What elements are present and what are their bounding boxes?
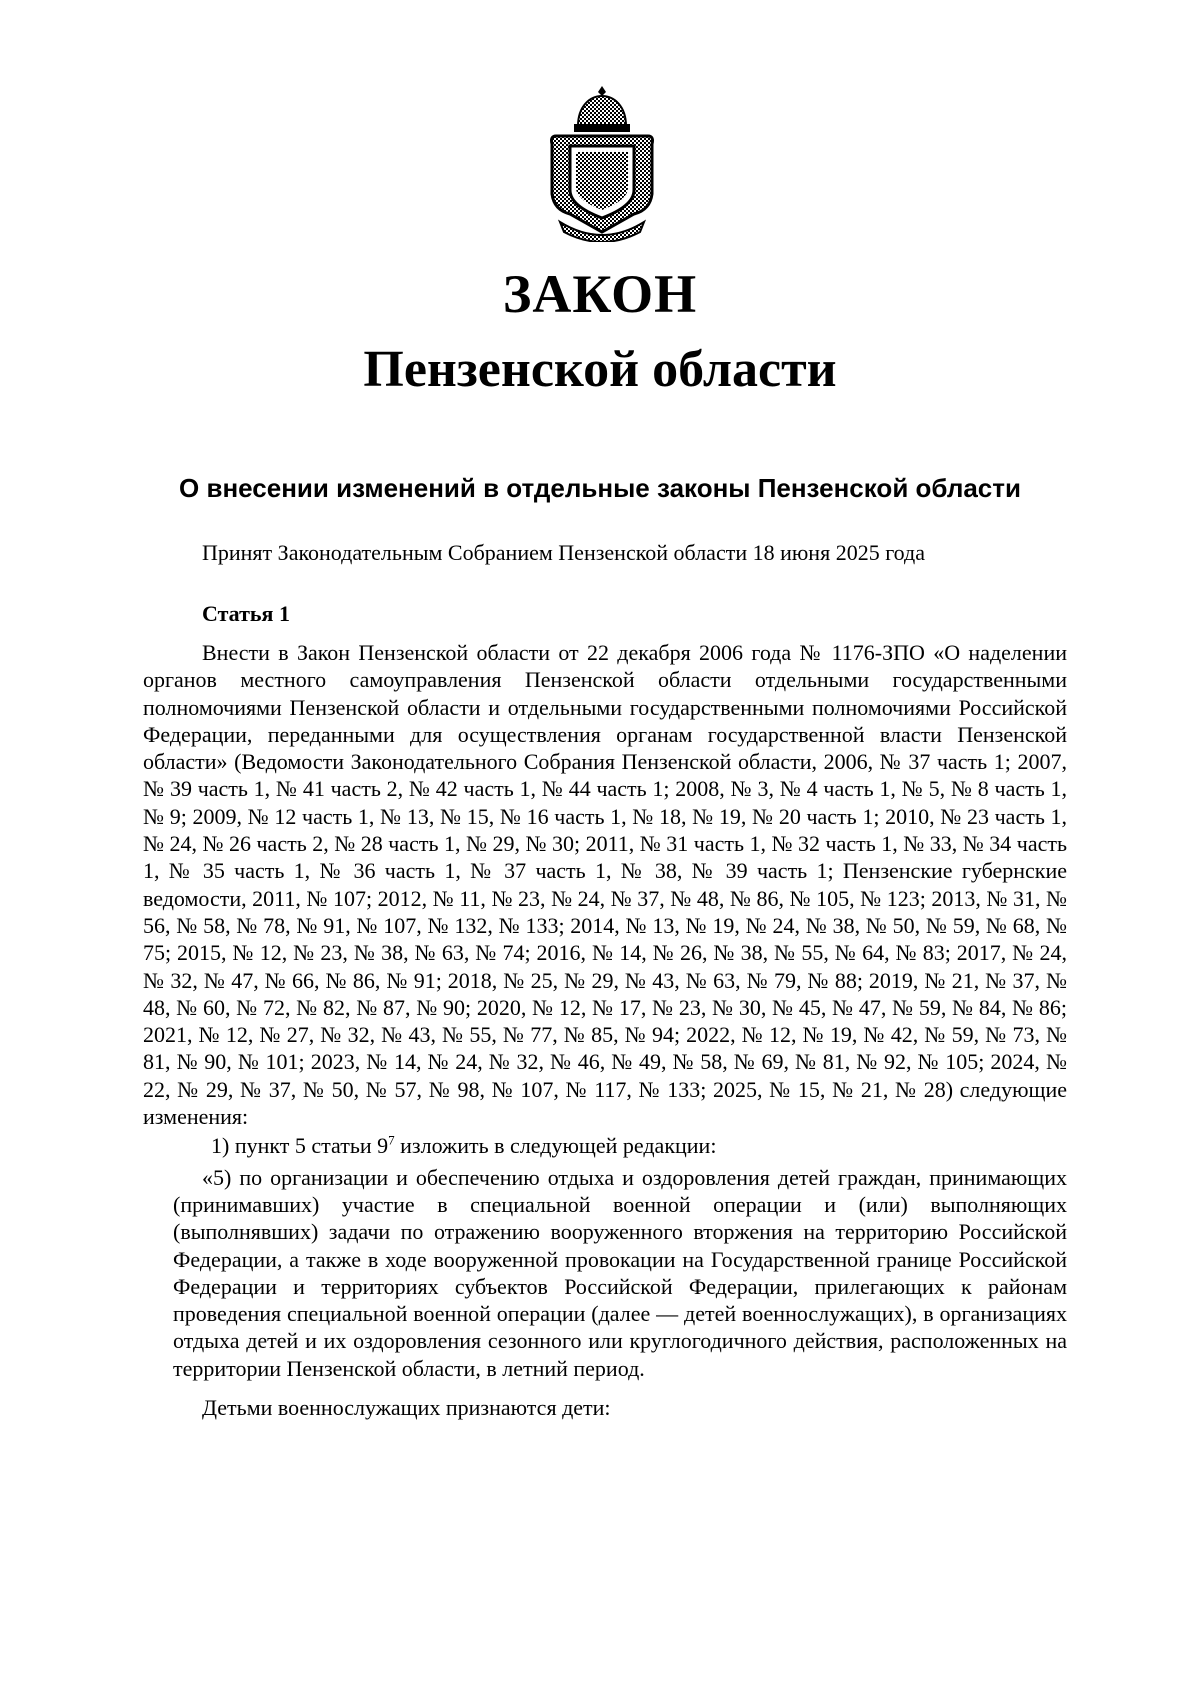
closing-paragraph: Детьми военнослужащих признаются дети: [202,1395,611,1421]
title-law: ЗАКОН [502,264,698,324]
intro-paragraph: Внести в Закон Пензенской области от 22 декабря 2006 года № 1176-ЗПО «О наделении органов местного самоуправления Пензенской области отдельными государственными полномочиями Пензенской области и отдельными государственными полномочиями Российской Федерации, переданными для осуществления органам государственной власти Пензенской области» (Ведомости Законодательного Собрания Пензенской области, 2006, № 37 часть 1; 2007, № 39 часть 1, № 41 часть 2, № 42 часть 1, № 44 часть 1; 2008, № 3, № 4 часть 1, № 5, № 8 часть 1, № 9; 2009, № 12 часть 1, № 13, № 15, № 16 часть 1, № 18, № 19, № 20 часть 1; 2010, № 23 часть 1, № 24, № 26 часть 2, № 28 часть 1, № 29, № 30; 2011, № 31 часть 1, № 32 часть 1, № 33, № 34 часть 1, № 35 часть 1, № 36 часть 1, № 37 часть 1, № 38, № 39 часть 1; Пензенские губернские ведомости, 2011, № 107; 2012, № 11, № 23, № 24, № 37, № 48, № 86, № 105, № 123; 2013, № 31, № 56, № 58, № 78, № 91, № 107, № 132, № 133; 2014, № 13, № 19, № 24, № 38, № 50, № 59, № 68, № 75; 2015, № 12, № 23, № 38, № 63, № 74; 2016, № 14, № 26, № 38, № 55, № 64, № 83; 2017, № 24, № 32, № 47, № 66, № 86, № 91; 2018, № 25, № 29, № 43, № 63, № 79, № 88; 2019, № 21, № 37, № 48, № 60, № 72, № 82, № 87, № 90; 2020, № 12, № 17, № 23, № 30, № 45, № 47, № 59, № 84, № 86; 2021, № 12, № 27, № 32, № 43, № 55, № 77, № 85, № 94; 2022, № 12, № 19, № 42, № 59, № 73, № 81, № 90, № 101; 2023, № 14, № 24, № 32, № 46, № 49, № 58, № 69, № 81, № 92, № 105; 2024, № 22, № 29, № 37, № 50, № 57, № 98, № 107, № 117, № 133; 2025, № 15, № 21, № 28) следующие изменения: [143,640,1067,1130]
item-text-before: 1) пункт 5 статьи 9 [211,1133,389,1159]
title-region: Пензенской области [363,341,837,398]
item-text-after: изложить в следующей редакции: [394,1133,717,1159]
law-subject: О внесении изменений в отдельные законы Пензенской области [179,473,1021,503]
coat-of-arms-icon [540,82,664,242]
document-body [143,639,1067,1421]
item-superscript: 7 [388,1133,395,1149]
quoted-paragraph: «5) по организации и обеспечению отдыха и оздоровления детей граждан, принимающих (принимавших) участие в специальной военной операции и (или) выполняющих (выполнявших) задачи по отражению вооруженного вторжения на территорию Российской Федерации, а также в ходе вооруженной провокации на Государственной границе Российской Федерации и территориях субъектов Российской Федерации, прилегающих к районам проведения специальной военной операции (далее — детей военнослужащих), в организациях отдыха детей и их оздоровления сезонного или круглогодичного действия, расположенных на территории Пензенской области, в летний период. [173,1164,1067,1381]
adoption-note: Принят Законодательным Собранием Пензенской области 18 июня 2025 года [202,540,925,565]
list-item [143,1132,1067,1159]
article-heading: Статья 1 [202,601,290,626]
